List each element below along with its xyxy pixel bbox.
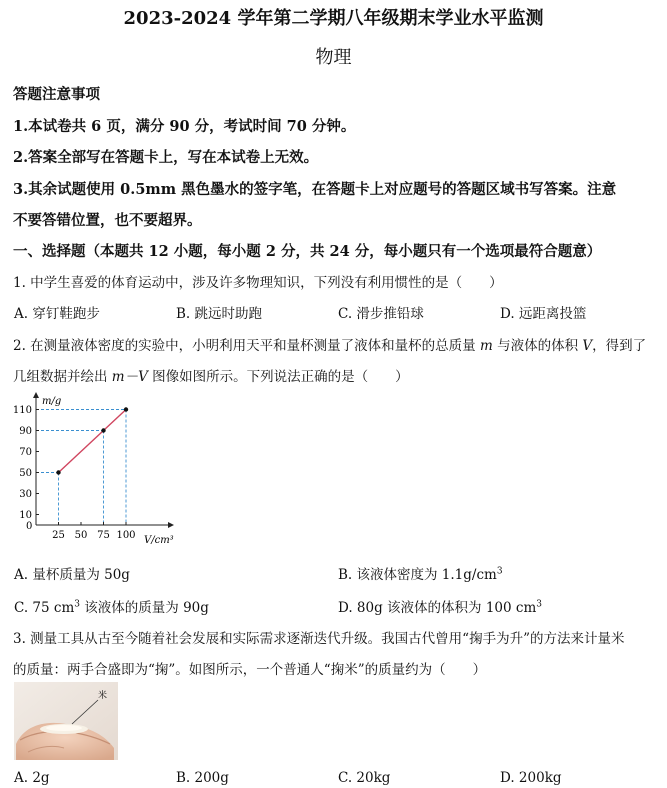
subject-title: 物理 <box>315 47 352 68</box>
question-2-stem-line2: 几组数据并绘出 m－V 图像如图所示。下列说法正确的是（ ） <box>13 369 409 385</box>
y-tick-label: 30 <box>19 489 32 500</box>
q2-option-c: C. 75 $cm^3$ 该液体的质量为 90g <box>14 599 209 616</box>
x-tick-label: 100 <box>116 530 136 541</box>
question-3-stem-line2: 的质量：两手合盛即为“掬”。如图所示，一个普通人“掬米”的质量约为（ ） <box>13 662 487 678</box>
y-axis-label: m/g <box>42 396 62 407</box>
q2-option-a: A. 量杯质量为 50g <box>14 567 130 583</box>
q1-option-d: D. 远距离投篮 <box>500 306 587 322</box>
x-axis-arrow <box>168 522 174 528</box>
notice-item-1: 1.本试卷共 6 页，满分 90 分，考试时间 70 分钟。 <box>13 118 356 135</box>
data-point <box>101 428 105 432</box>
q1-option-b: B. 跳远时助跑 <box>176 306 263 322</box>
notice-heading: 答题注意事项 <box>13 86 100 103</box>
origin-label: 0 <box>26 521 33 532</box>
question-2-stem-line1: 2. 在测量液体密度的实验中，小明利用天平和量杯测量了液体和量杯的总质量 m 与液体的体积 V，得到了 <box>13 338 647 354</box>
y-tick-label: 90 <box>19 426 32 437</box>
notice-item-3-cont: 不要答错位置，也不要超界。 <box>13 212 202 229</box>
y-tick-label: 70 <box>19 447 32 458</box>
series-line <box>59 410 127 473</box>
notice-item-3: 3.其余试题使用 0.5mm 黑色墨水的签字笔，在答题卡上对应题号的答题区域书写答案。注意 <box>13 181 617 198</box>
q3-option-d: D. 200kg <box>500 770 562 786</box>
x-tick-label: 25 <box>52 530 65 541</box>
question-1-stem: 1. 中学生喜爱的体育运动中，涉及许多物理知识，下列没有利用惯性的是（ ） <box>13 275 503 291</box>
notice-item-2: 2.答案全部写在答题卡上，写在本试卷上无效。 <box>13 149 319 166</box>
y-tick-label: 10 <box>19 510 32 521</box>
data-point <box>124 407 128 411</box>
cupped-hands-rice-image <box>14 682 118 760</box>
q3-option-c: C. 20kg <box>338 770 391 786</box>
question-3-stem-line1: 3. 测量工具从古至今随着社会发展和实际需求逐渐迭代升级。我国古代曾用“掬手为升”的方法来计量米 <box>13 631 625 647</box>
q2-option-b: B. 该液体密度为 $1.1g/cm^3$ <box>338 566 503 583</box>
x-axis-label: V/cm³ <box>144 535 174 546</box>
x-tick-label: 50 <box>74 530 88 541</box>
section-heading: 一、选择题（本题共 12 小题，每小题 2 分，共 24 分，每小题只有一个选项最符合题意） <box>13 243 602 260</box>
page-title: 2023-2024 学年第二学期八年级期末学业水平监测 <box>123 8 544 29</box>
q1-option-c: C. 滑步推铅球 <box>338 306 424 322</box>
data-point <box>56 470 60 474</box>
mass-volume-chart <box>8 392 180 550</box>
q3-option-b: B. 200g <box>176 770 229 786</box>
y-tick-label: 50 <box>19 468 32 479</box>
x-tick-label: 75 <box>97 530 110 541</box>
y-axis-arrow <box>33 392 39 398</box>
rice-label: 米 <box>98 691 108 701</box>
y-tick-label: 110 <box>12 405 32 416</box>
q2-option-d: D. 80g 该液体的体积为 100 $cm^3$ <box>338 599 542 616</box>
q3-option-a: A. 2g <box>14 770 50 786</box>
q1-option-a: A. 穿钉鞋跑步 <box>14 306 100 322</box>
